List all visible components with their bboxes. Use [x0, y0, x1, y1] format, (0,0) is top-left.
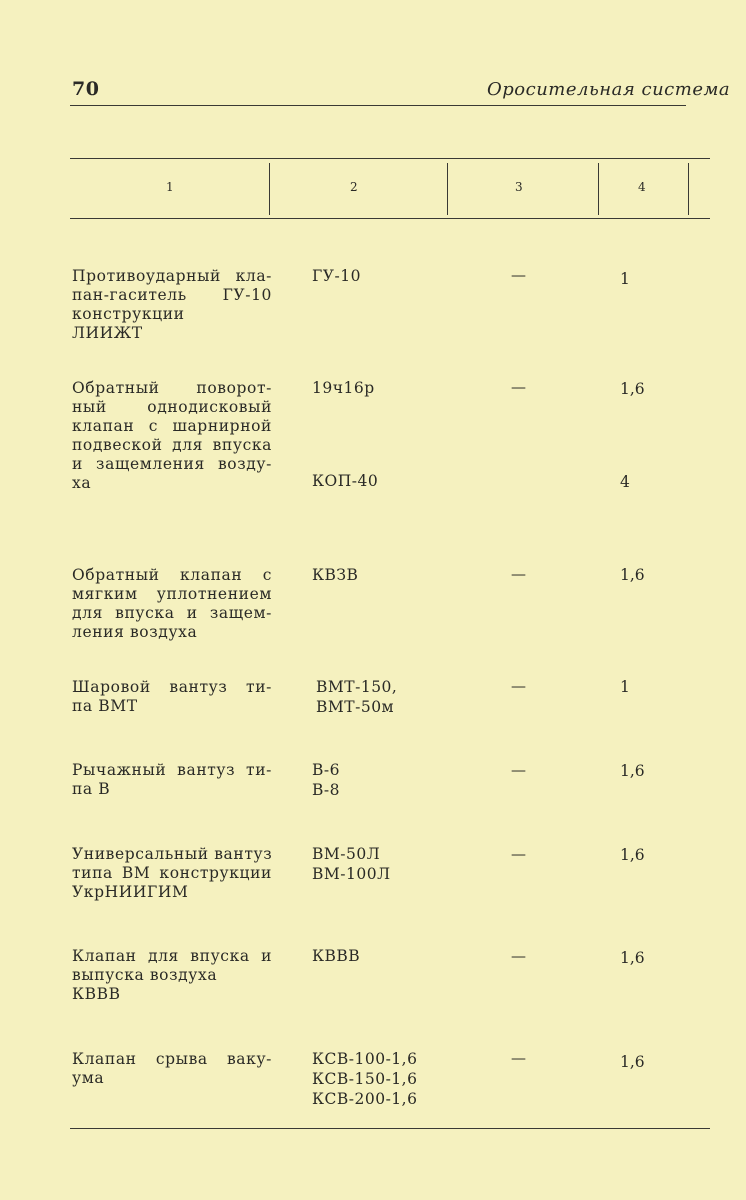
column-header-4: 4 — [638, 180, 646, 194]
table-row-col3: — — [511, 1049, 526, 1067]
column-header-1: 1 — [166, 180, 174, 194]
table-row-col4: 1,6 — [620, 846, 645, 864]
table-row-type: В-6 В-8 — [312, 761, 340, 799]
table-bottom-rule — [70, 1128, 710, 1129]
table-row-col3: — — [511, 565, 526, 583]
table-row-col4: 1,6 — [620, 1053, 645, 1071]
column-divider — [447, 163, 448, 215]
column-header-2: 2 — [350, 180, 358, 194]
table-top-rule — [70, 158, 710, 159]
table-row-name: Противоударный кла- пан-гаситель ГУ-10 конструкции ЛИИЖТ — [72, 267, 272, 342]
table-row-col4: 1,6 — [620, 762, 645, 780]
table-row-col3: — — [511, 845, 526, 863]
table-row-col4: 1 — [620, 678, 630, 696]
table-row-name: Обратный клапан с мягким уплотнением для впуска и защем- ления воздуха — [72, 566, 272, 641]
table-row-col3: — — [511, 266, 526, 284]
table-row-col3: — — [511, 947, 526, 965]
column-divider — [269, 163, 270, 215]
table-row-type: КСВ-100-1,6 КСВ-150-1,6 КСВ-200-1,6 — [312, 1050, 418, 1108]
column-header-3: 3 — [515, 180, 523, 194]
table-row-col4: 1,6 — [620, 949, 645, 967]
table-row-col4: 1,6 — [620, 566, 645, 584]
table-row-name: Шаровой вантуз ти- па ВМТ — [72, 678, 272, 715]
table-row-name: Клапан для впуска и выпуска воздуха КВВВ — [72, 947, 272, 1003]
table-row-name: Универсальный вантуз типа ВМ конструкции УкрНИИГИМ — [72, 845, 273, 901]
table-row-col4: 1,6 — [620, 380, 645, 398]
column-divider — [688, 163, 689, 215]
table-row-col3: — — [511, 677, 526, 695]
table-row-col3: — — [511, 378, 526, 396]
table-row-type: ВМТ-150, ВМТ-50м — [316, 678, 398, 716]
table-row-col4: 1 — [620, 270, 630, 288]
table-row-type: 19ч16р — [312, 379, 375, 397]
page-number: 70 — [72, 78, 100, 100]
table-row-type: ГУ-10 — [312, 267, 361, 285]
table-row-col3: — — [511, 761, 526, 779]
header-rule — [70, 105, 686, 106]
table-row-col4: 4 — [620, 473, 630, 491]
table-row-name: Клапан срыва ваку- ума — [72, 1050, 272, 1087]
table-row-name: Рычажный вантуз ти- па В — [72, 761, 272, 798]
table-row-type: КВВВ — [312, 947, 361, 965]
running-head-title: Оросительная система — [487, 79, 731, 100]
table-header-rule — [70, 218, 710, 219]
table-row-type: ВМ-50Л ВМ-100Л — [312, 845, 391, 883]
table-row-type: КВЗВ — [312, 566, 359, 584]
column-divider — [598, 163, 599, 215]
table-row-type: КОП-40 — [312, 472, 379, 490]
table-row-name: Обратный поворот- ный однодисковый клапан с шарнирной подвеской для впуска и защемления возду- ха — [72, 379, 272, 492]
